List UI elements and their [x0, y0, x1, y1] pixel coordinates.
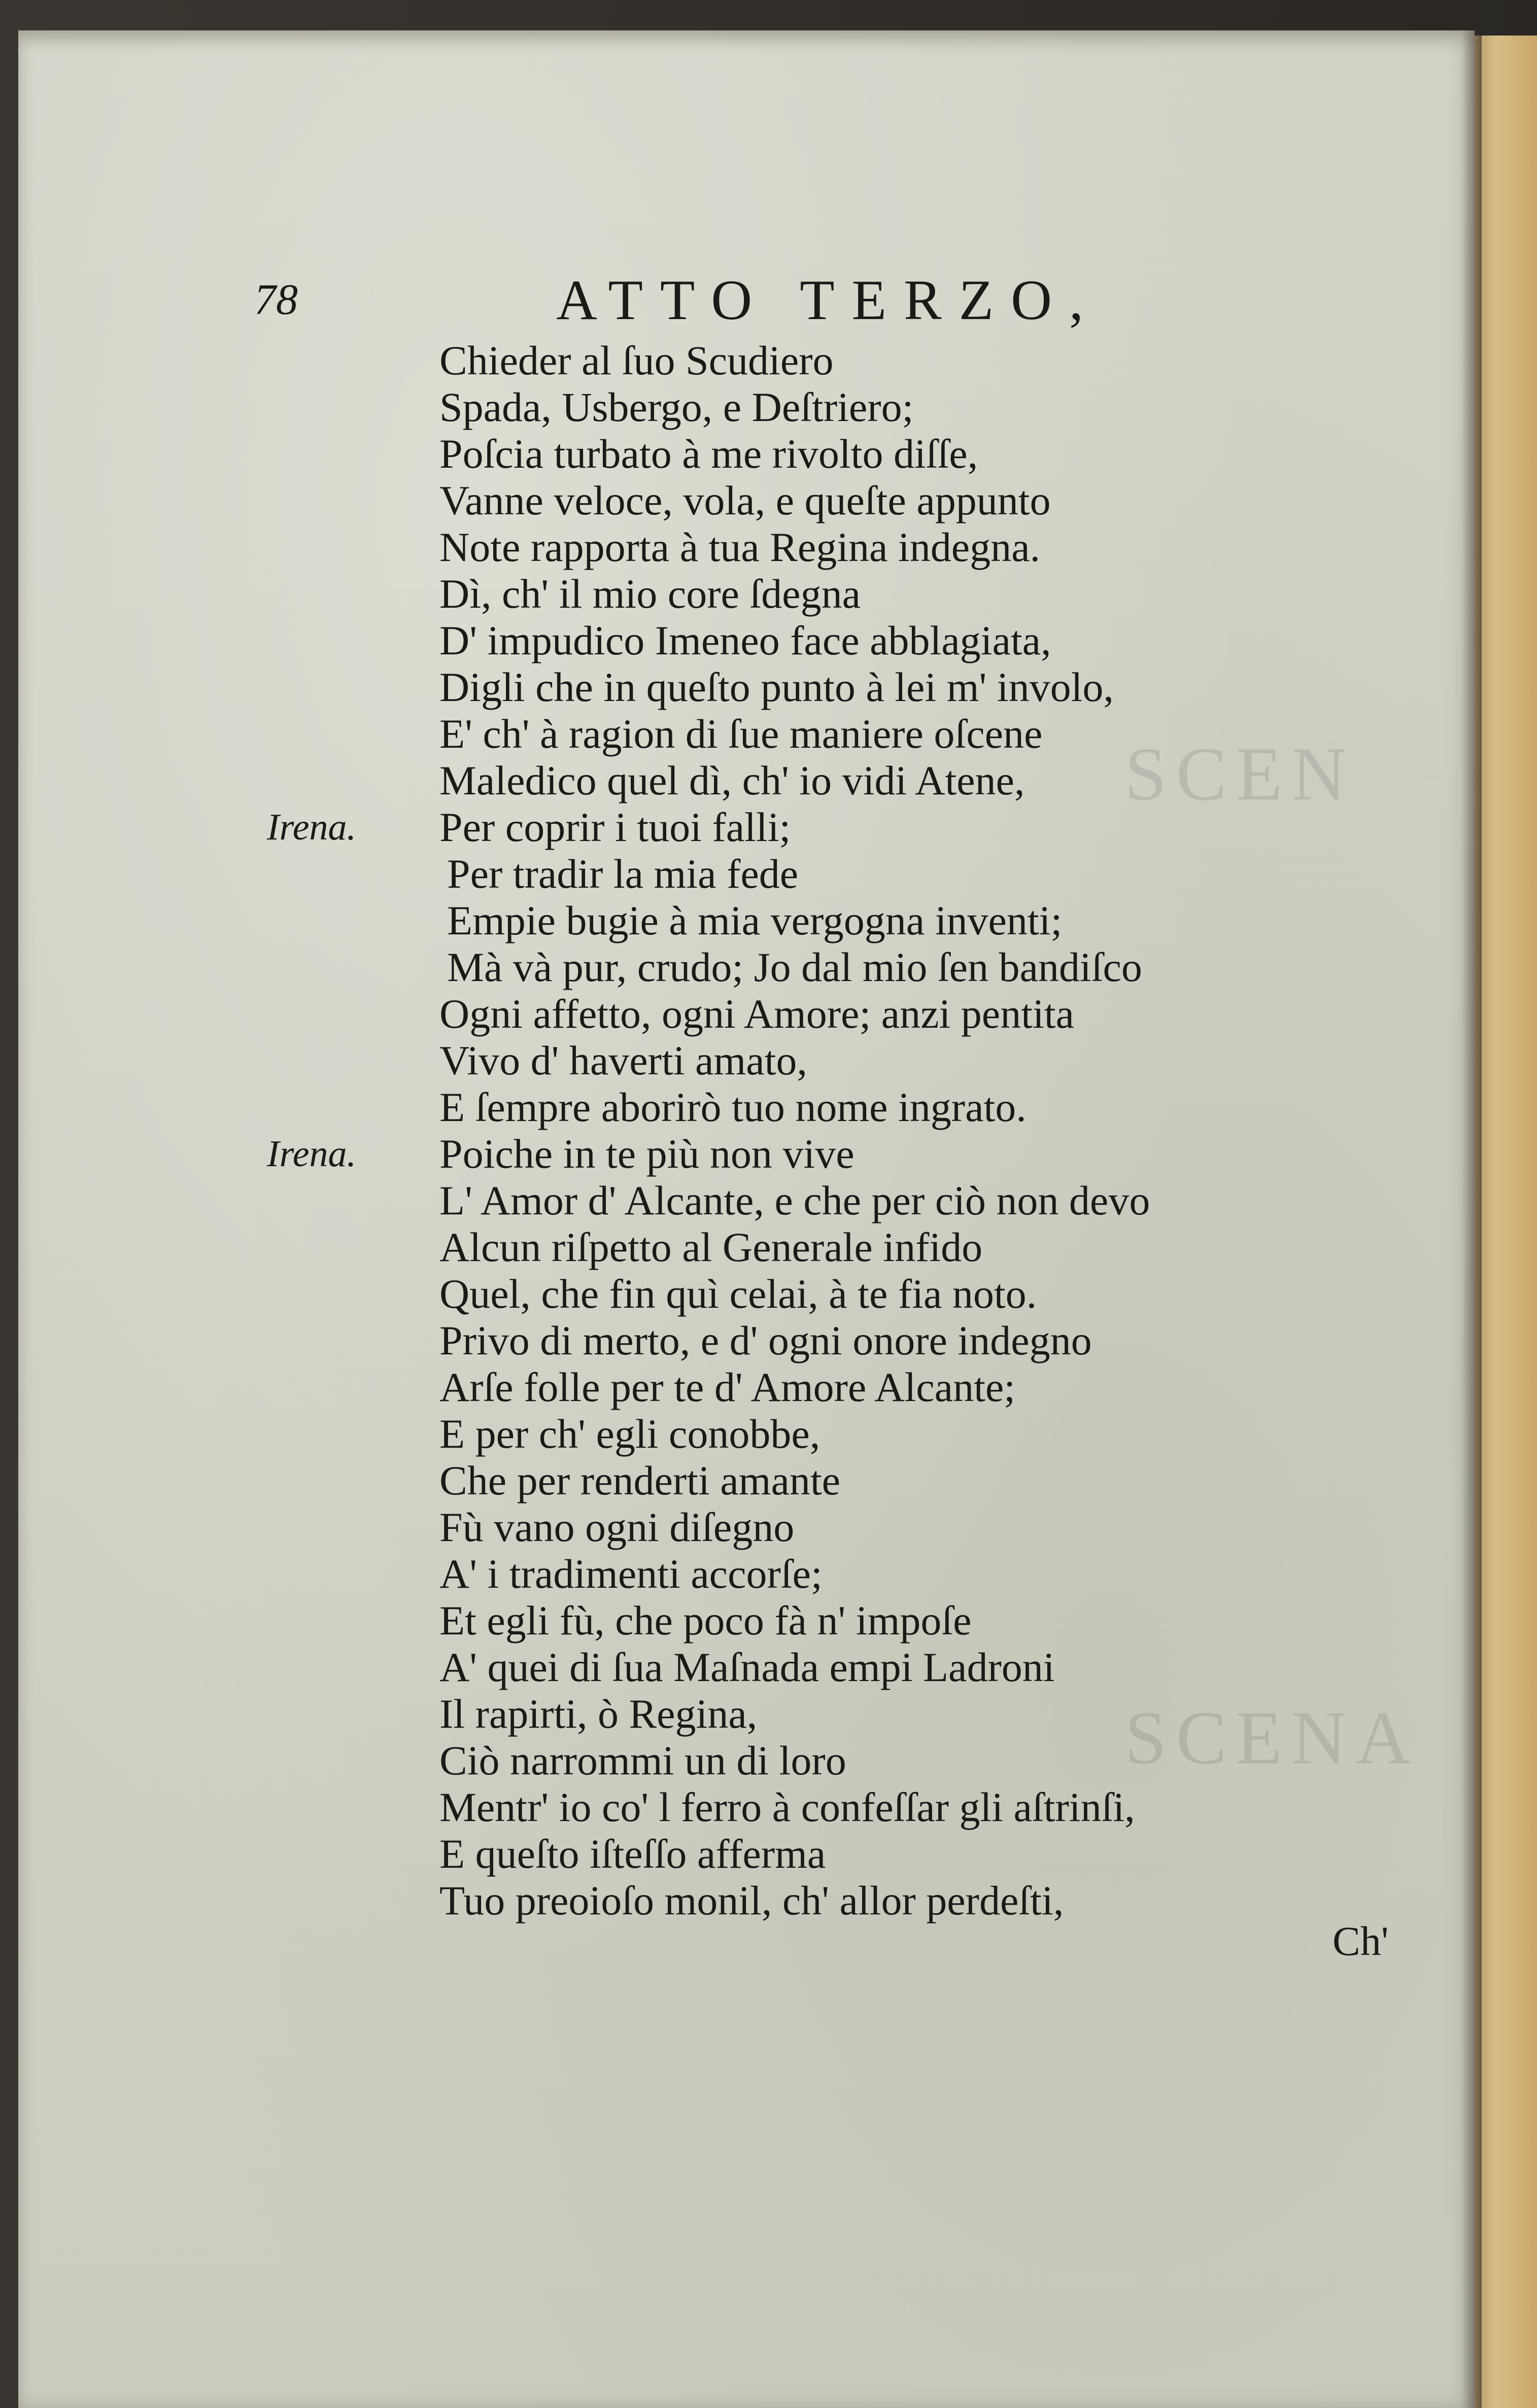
verse-line: Maledico quel dì, ch' io vidi Atene,: [439, 757, 1025, 804]
verse-line: Che per renderti amante: [439, 1457, 841, 1504]
verse-line: L' Amor d' Alcante, e che per ciò non devo: [439, 1177, 1150, 1224]
verse-line: Empie bugie à mia vergogna inventi;: [447, 897, 1063, 944]
verse-line: Dì, ch' il mio core ſdegna: [439, 571, 861, 617]
verse-line: A' i tradimenti accorſe;: [439, 1551, 823, 1597]
catchword: Ch': [1333, 1918, 1389, 1964]
running-head: ATTO TERZO,: [556, 269, 1101, 332]
verse-line: Il rapirti, ò Regina,: [439, 1691, 758, 1737]
verse-line: Et egli fù, che poco fà n' impoſe: [439, 1597, 972, 1644]
verse-line: D' impudico Imeneo face abblagiata,: [439, 617, 1051, 664]
verse-line: Chieder al ſuo Scudiero: [439, 337, 834, 383]
book-page: [18, 30, 1475, 2408]
verse-line: Spada, Usbergo, e Deſtriero;: [439, 384, 914, 430]
bleed-through-text: SCEN SCENA: [1124, 732, 1420, 1780]
verse-line: Per coprir i tuoi falli;: [439, 804, 791, 850]
verse-line: Mà và pur, crudo; Jo dal mio ſen bandiſco: [447, 944, 1142, 990]
verse-line: Arſe folle per te d' Amore Alcante;: [439, 1364, 1016, 1410]
verse-line: E queſto iſteſſo afferma: [439, 1831, 826, 1877]
verse-line: Per tradir la mia fede: [447, 851, 799, 897]
verse-line: Vanne veloce, vola, e queſte appunto: [439, 477, 1051, 524]
verse-line: Ciò narrommi un di loro: [439, 1737, 846, 1784]
verse-line: E per ch' egli conobbe,: [439, 1411, 821, 1457]
verse-line: Privo di merto, e d' ogni onore indegno: [439, 1317, 1092, 1364]
verse-line: E' ch' à ragion di ſue maniere oſcene: [439, 711, 1043, 757]
verse-line: Note rapporta à tua Regina indegna.: [439, 524, 1040, 570]
verse-line: Ogni affetto, ogni Amore; anzi pentita: [439, 991, 1074, 1037]
speaker-label: Irena.: [267, 1133, 357, 1175]
verse-line: Mentr' io co' l ferro à confeſſar gli aſtrinſi,: [439, 1784, 1135, 1830]
verse-line: Poiche in te più non vive: [439, 1131, 855, 1177]
verse-line: E ſempre aborirò tuo nome ingrato.: [439, 1084, 1027, 1130]
page-number: 78: [254, 275, 298, 324]
verse-line: Digli che in queſto punto à lei m' involo,: [439, 664, 1114, 710]
speaker-label: Irena.: [267, 807, 357, 848]
adjacent-page-edge: [1474, 36, 1537, 2408]
verse-line: A' quei di ſua Maſnada empi Ladroni: [439, 1644, 1055, 1690]
verse-line: Poſcia turbato à me rivolto diſſe,: [439, 431, 978, 477]
verse-line: Alcun riſpetto al Generale infido: [439, 1224, 983, 1270]
verse-line: Tuo preoioſo monil, ch' allor perdeſti,: [439, 1877, 1064, 1924]
verse-line: Fù vano ogni diſegno: [439, 1504, 795, 1550]
verse-line: Quel, che fin quì celai, à te fia noto.: [439, 1271, 1037, 1317]
verse-line: Vivo d' haverti amato,: [439, 1037, 807, 1084]
spine-shadow: [1461, 30, 1482, 2408]
